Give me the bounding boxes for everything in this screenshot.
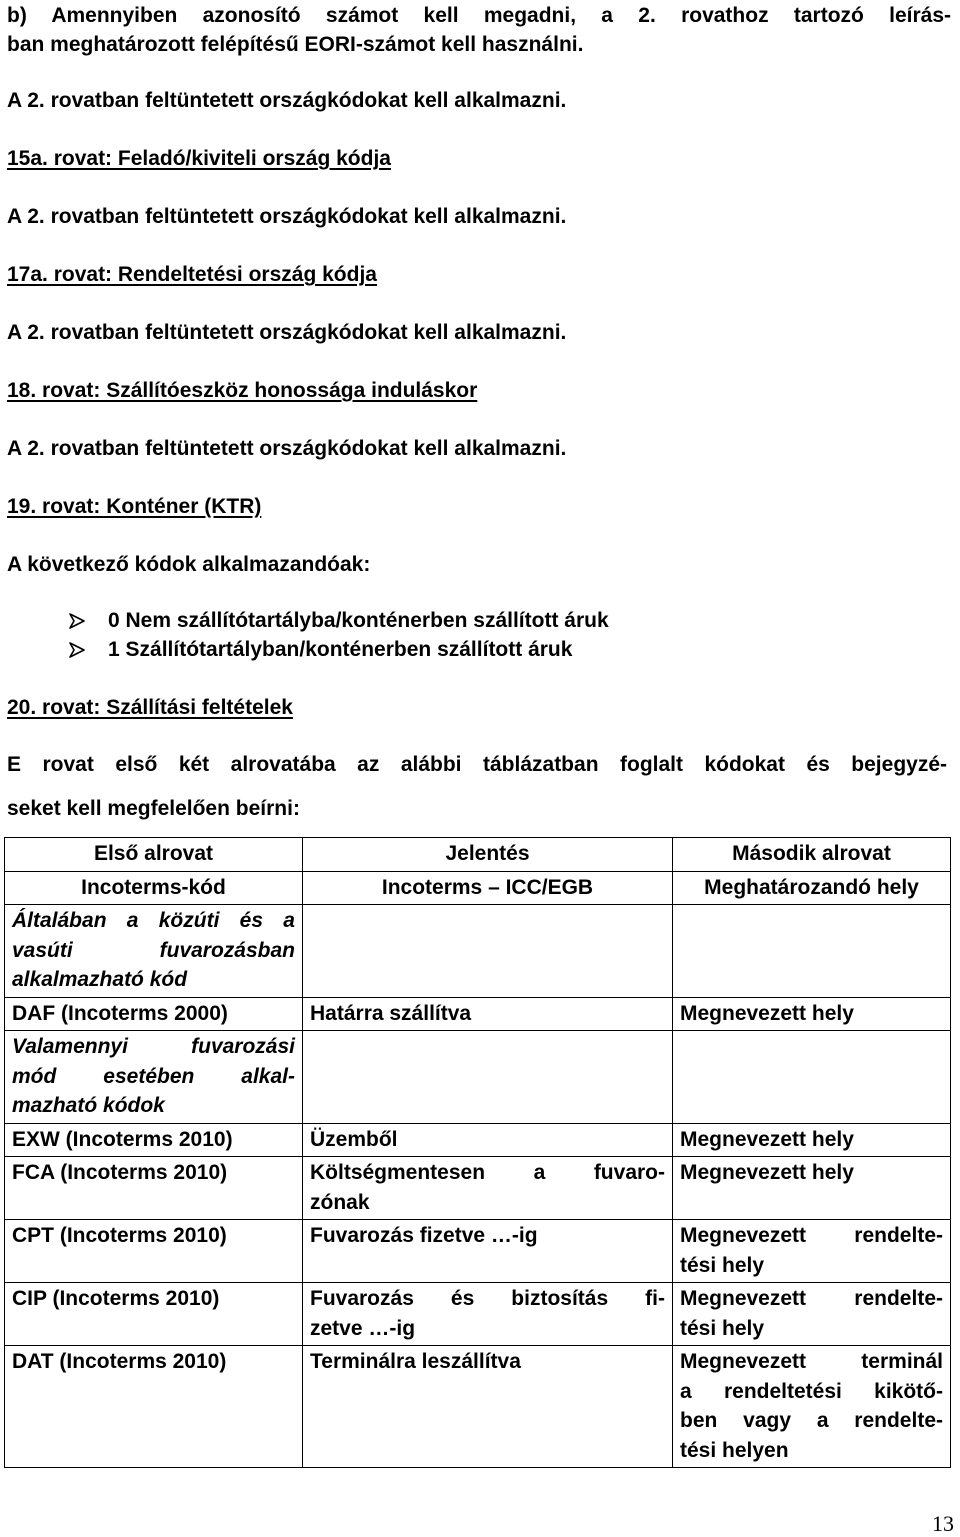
bullet-text: 1 Szállítótartályban/konténerben szállított áruk bbox=[108, 638, 573, 661]
section-text-18: A 2. rovatban feltüntetett országkódokat kell alkalmazni. bbox=[7, 437, 567, 460]
table-row bbox=[5, 997, 951, 1031]
table-header-row bbox=[5, 871, 951, 905]
section-heading-17a: 17a. rovat: Rendeltetési ország kódja bbox=[7, 263, 377, 286]
section-heading-20: 20. rovat: Szállítási feltételek bbox=[7, 696, 293, 719]
table-row bbox=[5, 1283, 951, 1346]
table-cell bbox=[673, 1031, 951, 1124]
table-row bbox=[5, 1123, 951, 1157]
table-cell-place: Megnevezett rendelte- tési hely bbox=[673, 1283, 951, 1346]
table-header-cell: Incoterms – ICC/EGB bbox=[303, 871, 673, 905]
table-cell-meaning: Határra szállítva bbox=[303, 997, 673, 1031]
table-cell-meaning: Üzemből bbox=[303, 1123, 673, 1157]
section-heading-18: 18. rovat: Szállítóeszköz honossága induláskor bbox=[7, 379, 478, 402]
section-heading-19: 19. rovat: Konténer (KTR) bbox=[7, 495, 262, 518]
table-cell-code: FCA (Incoterms 2010) bbox=[5, 1157, 303, 1220]
bullet-text: 0 Nem szállítótartályba/konténerben szállított áruk bbox=[108, 609, 609, 632]
bullet-item bbox=[108, 637, 572, 663]
table-cell-place: Megnevezett rendelte- tési hely bbox=[673, 1220, 951, 1283]
table-group-label: Valamennyi fuvarozási mód esetében alkal- mazható kódok bbox=[5, 1031, 303, 1124]
table-cell bbox=[673, 905, 951, 998]
delivery-text-line-2: seket kell megfelelően beírni: bbox=[7, 797, 300, 820]
bullet-item bbox=[108, 608, 609, 634]
table-row bbox=[5, 1220, 951, 1283]
table-cell-place: Megnevezett hely bbox=[673, 1123, 951, 1157]
table-cell-place: Megnevezett hely bbox=[673, 1157, 951, 1220]
table-cell bbox=[303, 905, 673, 998]
container-intro: A következő kódok alkalmazandóak: bbox=[7, 553, 371, 576]
table-cell-code: CPT (Incoterms 2010) bbox=[5, 1220, 303, 1283]
page-number: 13 bbox=[932, 1511, 954, 1536]
table-header-cell: Első alrovat bbox=[5, 838, 303, 872]
table-cell-meaning: Fuvarozás és biztosítás fi- zetve …-ig bbox=[303, 1283, 673, 1346]
table-cell-code: DAT (Incoterms 2010) bbox=[5, 1346, 303, 1468]
table-header-cell: Jelentés bbox=[303, 838, 673, 872]
table-cell-code: CIP (Incoterms 2010) bbox=[5, 1283, 303, 1346]
table-header-row bbox=[5, 838, 951, 872]
table-row bbox=[5, 1346, 951, 1468]
table-group-label: Általában a közúti és a vasúti fuvarozásban alkalmazható kód bbox=[5, 905, 303, 998]
table-cell-place: Megnevezett hely bbox=[673, 997, 951, 1031]
incoterms-table bbox=[4, 837, 951, 1468]
delivery-text-line-1: E rovat első két alrovatába az alábbi táblázatban foglalt kódokat és bejegyzé- bbox=[7, 753, 947, 776]
intro-line-1: b) Amennyiben azonosító számot kell megadni, a 2. rovathoz tartozó leírás- bbox=[7, 4, 951, 27]
table-header-cell: Meghatározandó hely bbox=[673, 871, 951, 905]
section-text-15a: A 2. rovatban feltüntetett országkódokat kell alkalmazni. bbox=[7, 205, 567, 228]
arrow-bullet-icon bbox=[69, 642, 85, 658]
section-heading-15a: 15a. rovat: Feladó/kiviteli ország kódja bbox=[7, 147, 391, 170]
table-cell bbox=[303, 1031, 673, 1124]
intro-line-3: A 2. rovatban feltüntetett országkódokat kell alkalmazni. bbox=[7, 89, 567, 112]
table-header-cell: Második alrovat bbox=[673, 838, 951, 872]
section-text-17a: A 2. rovatban feltüntetett országkódokat kell alkalmazni. bbox=[7, 321, 567, 344]
table-cell-code: EXW (Incoterms 2010) bbox=[5, 1123, 303, 1157]
table-row bbox=[5, 1157, 951, 1220]
table-cell-place: Megnevezett terminál a rendeltetési kikötő- ben vagy a rendelte- tési helyen bbox=[673, 1346, 951, 1468]
table-header-cell: Incoterms-kód bbox=[5, 871, 303, 905]
table-cell-code: DAF (Incoterms 2000) bbox=[5, 997, 303, 1031]
table-group-row bbox=[5, 1031, 951, 1124]
table-cell-meaning: Költségmentesen a fuvaro- zónak bbox=[303, 1157, 673, 1220]
arrow-bullet-icon bbox=[69, 613, 85, 629]
table-cell-meaning: Fuvarozás fizetve …-ig bbox=[303, 1220, 673, 1283]
intro-line-2: ban meghatározott felépítésű EORI-számot kell használni. bbox=[7, 33, 584, 56]
table-cell-meaning: Terminálra leszállítva bbox=[303, 1346, 673, 1468]
table-group-row bbox=[5, 905, 951, 998]
